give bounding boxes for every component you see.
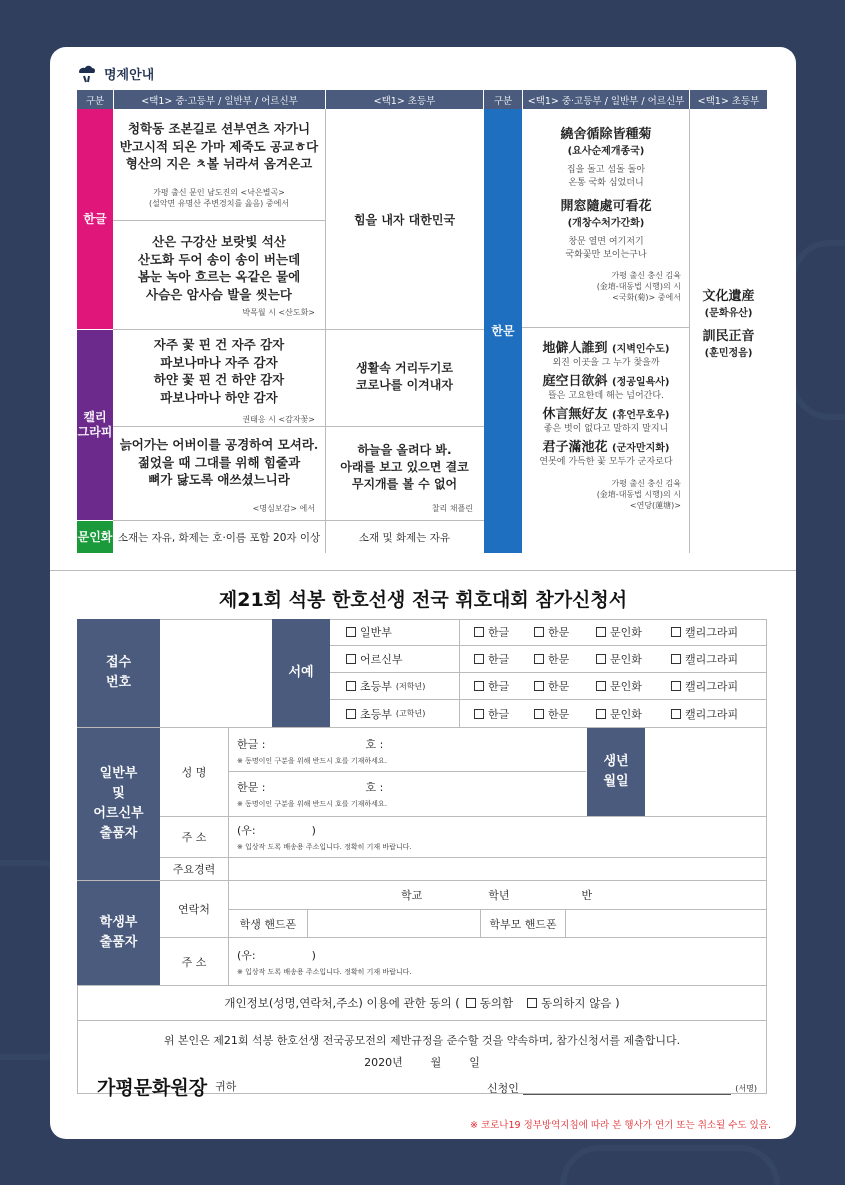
contact-label: 연락처 [178, 903, 210, 916]
hanmun-elementary-1: 文化遺産 [702, 289, 755, 304]
school-label: 학교 [401, 889, 423, 902]
ho-label-2: 호 : [365, 781, 384, 794]
division-row [330, 646, 767, 673]
hanmun-4-reading: (정공일욕사) [612, 377, 670, 388]
name-note: ※ 동명이인 구분을 위해 반드시 호를 기재하세요. [237, 757, 387, 765]
munin-elementary: 소재 및 화제는 자유 [358, 532, 451, 544]
option-label: 문인화 [610, 653, 642, 666]
student-phone-input[interactable] [308, 910, 480, 937]
address-field[interactable] [237, 817, 737, 857]
th-elementary: <택1> 초등부 [326, 90, 483, 109]
option-checkbox[interactable] [657, 651, 747, 667]
option-checkbox[interactable] [460, 706, 520, 722]
option-checkbox[interactable] [582, 624, 657, 640]
sign-label: (서명) [735, 1083, 757, 1093]
section-header [76, 55, 154, 91]
hanmun-6-reading: (군자만지화) [612, 443, 670, 454]
hanmun-elementary-2-reading: (훈민정음) [704, 348, 753, 359]
birthdate-input[interactable] [645, 728, 767, 816]
option-checkbox[interactable] [460, 651, 520, 667]
parent-phone-input[interactable] [566, 910, 767, 937]
option-checkbox[interactable] [582, 706, 657, 722]
consent-row [77, 986, 767, 1020]
option-label: 한글 [488, 680, 510, 693]
hangul-poem-1: 청학동 조본길로 션부연츠 자가니 반고시적 되온 가마 제죽도 공교ㅎ다 형산의 지은 ㅊ볼 뉘라셔 옴겨온고 [119, 121, 319, 171]
hanmun-1-translation: 집을 돌고 섬돌 돌아 온통 국화 심었더니 [566, 165, 646, 188]
cloud-logo-icon [76, 62, 98, 84]
pledge-text: 위 본인은 제21회 석봉 한호선생 전국공모전의 제반규정을 준수할 것을 약속하며, 참가신청서를 제출합니다. [163, 1034, 681, 1047]
division-checkbox[interactable] [330, 646, 460, 673]
th-category-right: 구분 [484, 90, 522, 109]
option-label: 캘리그라피 [685, 653, 739, 666]
hangul-poem-2: 산은 구강산 보랏빛 석산 산도화 두어 송이 송이 버는데 봄눈 녹아 흐르는 옥같은 물에 사슴은 암사슴 발을 씻는다 [137, 234, 301, 302]
division-note: (고학년) [395, 709, 426, 718]
hangul-source-1: 가평 출신 문인 남도진의 <낙은별곡> (설악면 유명산 주변경치를 읊음) 중에서 [148, 187, 290, 208]
hanmun-3-translation: 외진 이곳을 그 누가 찾을까 [552, 358, 660, 368]
option-label: 캘리그라피 [685, 707, 739, 721]
hanmun-source-2: 가평 출신 충신 김육 (金堉-대동법 시행)의 시 <연당(蓮塘)> [596, 479, 681, 510]
option-checkbox[interactable] [520, 706, 582, 722]
student-postal-code: (우: ) [237, 948, 316, 962]
hanmun-elementary-1-reading: (문화유산) [704, 308, 753, 319]
name-label: 성 명 [181, 766, 207, 779]
applicant-signature[interactable] [487, 1077, 757, 1099]
birthdate-label: 생년 월일 [587, 728, 645, 816]
hanmun-2-translation: 창문 열면 여기저기 국화꽃만 보이는구나 [565, 237, 647, 260]
recipient-name: 가평문화원장 [97, 1076, 208, 1099]
division-row [330, 700, 767, 727]
calli-elementary-2: 하늘을 올려다 봐. 아래를 보고 있으면 결코 무지개를 볼 수 없어 [340, 443, 469, 491]
hanmun-5-translation: 좋은 벗이 없다고 말하지 말지니 [543, 424, 669, 434]
calli-source-1: 권태응 시 <감자꽃> [242, 415, 315, 424]
name-note-2: ※ 동명이인 구분을 위해 반드시 호를 기재하세요. [237, 800, 387, 808]
option-checkbox[interactable] [582, 678, 657, 694]
division-row [330, 619, 767, 646]
agree-label: 동의함 [479, 996, 514, 1010]
receipt-label: 접수 번호 [77, 619, 160, 727]
division-checkbox[interactable] [330, 673, 460, 700]
option-checkbox[interactable] [520, 624, 582, 640]
option-checkbox[interactable] [657, 678, 747, 694]
disagree-checkbox[interactable] [527, 995, 619, 1011]
option-checkbox[interactable] [460, 624, 520, 640]
option-label: 한문 [548, 707, 570, 721]
hangul-name-field[interactable] [237, 731, 587, 771]
hanmun-3-reading: (지벽인수도) [612, 344, 670, 355]
calli-elementary-2-source: 찰리 채플린 [431, 504, 473, 513]
category-munin: 문인화 [77, 521, 113, 553]
bg-pattern [560, 1145, 780, 1185]
option-label: 한글 [488, 626, 510, 639]
topic-table [77, 90, 767, 553]
hanmun-1-title: 繞舍循除皆種菊 [560, 127, 652, 142]
option-label: 한문 [548, 626, 570, 639]
school-field[interactable] [229, 881, 767, 909]
category-hanmun: 한문 [484, 109, 522, 553]
student-address-label: 주 소 [181, 955, 207, 969]
calligraphy-label: 서예 [272, 619, 330, 727]
document-card [50, 47, 796, 1139]
th-elementary-right: <택1> 초등부 [690, 90, 767, 109]
hanmun-6-title: 君子滿池花 [542, 440, 608, 455]
option-label: 문인화 [610, 626, 642, 639]
division-checkbox[interactable] [330, 700, 460, 727]
hangul-elementary: 힘을 내자 대한민국 [353, 213, 456, 227]
applicant-label: 신청인 [487, 1082, 519, 1095]
munin-general: 소재는 자유, 화제는 호·이름 포함 20자 이상 [117, 532, 321, 544]
hanmun-4-title: 庭空日欲斜 [542, 374, 608, 389]
class-label: 반 [581, 889, 593, 902]
receipt-number-input[interactable] [160, 619, 272, 727]
address-label: 주 소 [181, 831, 207, 844]
option-checkbox[interactable] [582, 651, 657, 667]
option-checkbox[interactable] [657, 624, 747, 640]
division-label: 초등부 [360, 680, 392, 693]
form-title: 제21회 석봉 한호선생 전국 휘호대회 참가신청서 [218, 589, 628, 611]
division-label: 일반부 [360, 626, 392, 639]
division-label: 초등부 [360, 707, 392, 721]
career-input[interactable] [229, 858, 767, 880]
division-row [330, 673, 767, 700]
option-label: 문인화 [610, 707, 642, 721]
hanmun-source-1: 가평 출신 충신 김육 (金堉-대동법 시행)의 시 <국화(菊)> 중에서 [596, 271, 681, 302]
hangul-name-label: 한글 : [237, 738, 266, 751]
th-general-right: <택1> 중·고등부 / 일반부 / 어르신부 [523, 90, 689, 109]
option-label: 한글 [488, 653, 510, 666]
grade-label: 학년 [488, 889, 510, 902]
division-checkbox[interactable] [330, 619, 460, 646]
hanmun-name-label: 한문 : [237, 781, 266, 794]
calli-elementary-1: 생활속 거리두기로 코로나를 이겨내자 [356, 361, 453, 392]
date-line: 2020년 월 일 [364, 1056, 480, 1069]
disagree-label: 동의하지 않음 ) [541, 996, 620, 1010]
option-label: 한문 [548, 680, 570, 693]
honorific: 귀하 [215, 1080, 237, 1093]
student-address-note: ※ 입상작 도록 배송용 주소입니다. 정확히 기재 바랍니다. [237, 967, 412, 976]
hanmun-4-translation: 뜰은 고요한데 해는 넘어간다. [548, 391, 664, 401]
hanmun-elementary-2: 訓民正音 [702, 329, 755, 344]
career-label: 주요경력 [172, 863, 216, 876]
option-label: 한글 [488, 707, 510, 721]
hanmun-name-field[interactable] [237, 773, 587, 815]
section-title: 명제안내 [104, 67, 155, 83]
student-address-field[interactable] [237, 938, 737, 985]
option-label: 캘리그라피 [685, 626, 739, 639]
th-general: <택1> 중·고등부 / 일반부 / 어르신부 [114, 90, 325, 109]
calli-poem-1: 자주 꽃 핀 건 자주 감자 파보나마나 자주 감자 하얀 꽃 핀 건 하얀 감자 파보나마나 하얀 감자 [153, 337, 285, 405]
agree-checkbox[interactable] [466, 995, 513, 1011]
parent-phone-label: 학부모 핸드폰 [489, 917, 557, 931]
hanmun-1-reading: (요사순제개종국) [567, 146, 645, 157]
option-checkbox[interactable] [520, 678, 582, 694]
postal-code: (우: ) [237, 824, 316, 837]
address-note: ※ 입상작 도록 배송용 주소입니다. 정확히 기재 바랍니다. [237, 843, 412, 851]
student-phone-label: 학생 핸드폰 [239, 917, 297, 931]
option-label: 문인화 [610, 680, 642, 693]
category-calligraphy: 캘리 그라피 [77, 330, 113, 520]
hanmun-3-title: 地僻人誰到 [542, 341, 608, 356]
ho-label: 호 : [365, 738, 384, 751]
recipient-line [97, 1071, 347, 1101]
option-checkbox[interactable] [520, 651, 582, 667]
hanmun-5-title: 休言無好友 [542, 407, 608, 422]
student-entrant-label: 학생부 출품자 [77, 881, 160, 985]
bg-pattern [790, 240, 845, 420]
hanmun-2-reading: (개창수처가간화) [567, 218, 645, 229]
hanmun-5-reading: (휴언무호우) [612, 410, 670, 421]
adult-entrant-label: 일반부 및 어르신부 출품자 [77, 728, 160, 880]
calli-poem-2: 늙어가는 어버이를 공경하여 모셔라. 젊었을 때 그대를 위해 힘줄과 뼈가 닳도록 애쓰셨느니라 [119, 437, 319, 487]
hanmun-2-title: 開窓隨處可看花 [560, 199, 652, 214]
covid-notice: ※ 코로나19 정부방역지침에 따라 본 행사가 연기 또는 취소될 수도 있음. [469, 1120, 771, 1131]
calli-source-2: <명심보감> 에서 [252, 503, 315, 513]
option-checkbox[interactable] [460, 678, 520, 694]
option-label: 한문 [548, 653, 570, 666]
category-hangul: 한글 [77, 109, 113, 329]
option-label: 캘리그라피 [685, 680, 739, 693]
option-checkbox[interactable] [657, 706, 747, 722]
consent-text: 개인정보(성명,연락처,주소) 이용에 관한 동의 ( [224, 996, 460, 1010]
division-note: (저학년) [395, 681, 426, 691]
division-label: 어르신부 [360, 653, 403, 666]
hanmun-6-translation: 연못에 가득한 꽃 모두가 군자로다 [539, 457, 673, 467]
hangul-source-2: 박목월 시 <산도화> [242, 308, 315, 317]
th-category: 구분 [77, 90, 113, 109]
